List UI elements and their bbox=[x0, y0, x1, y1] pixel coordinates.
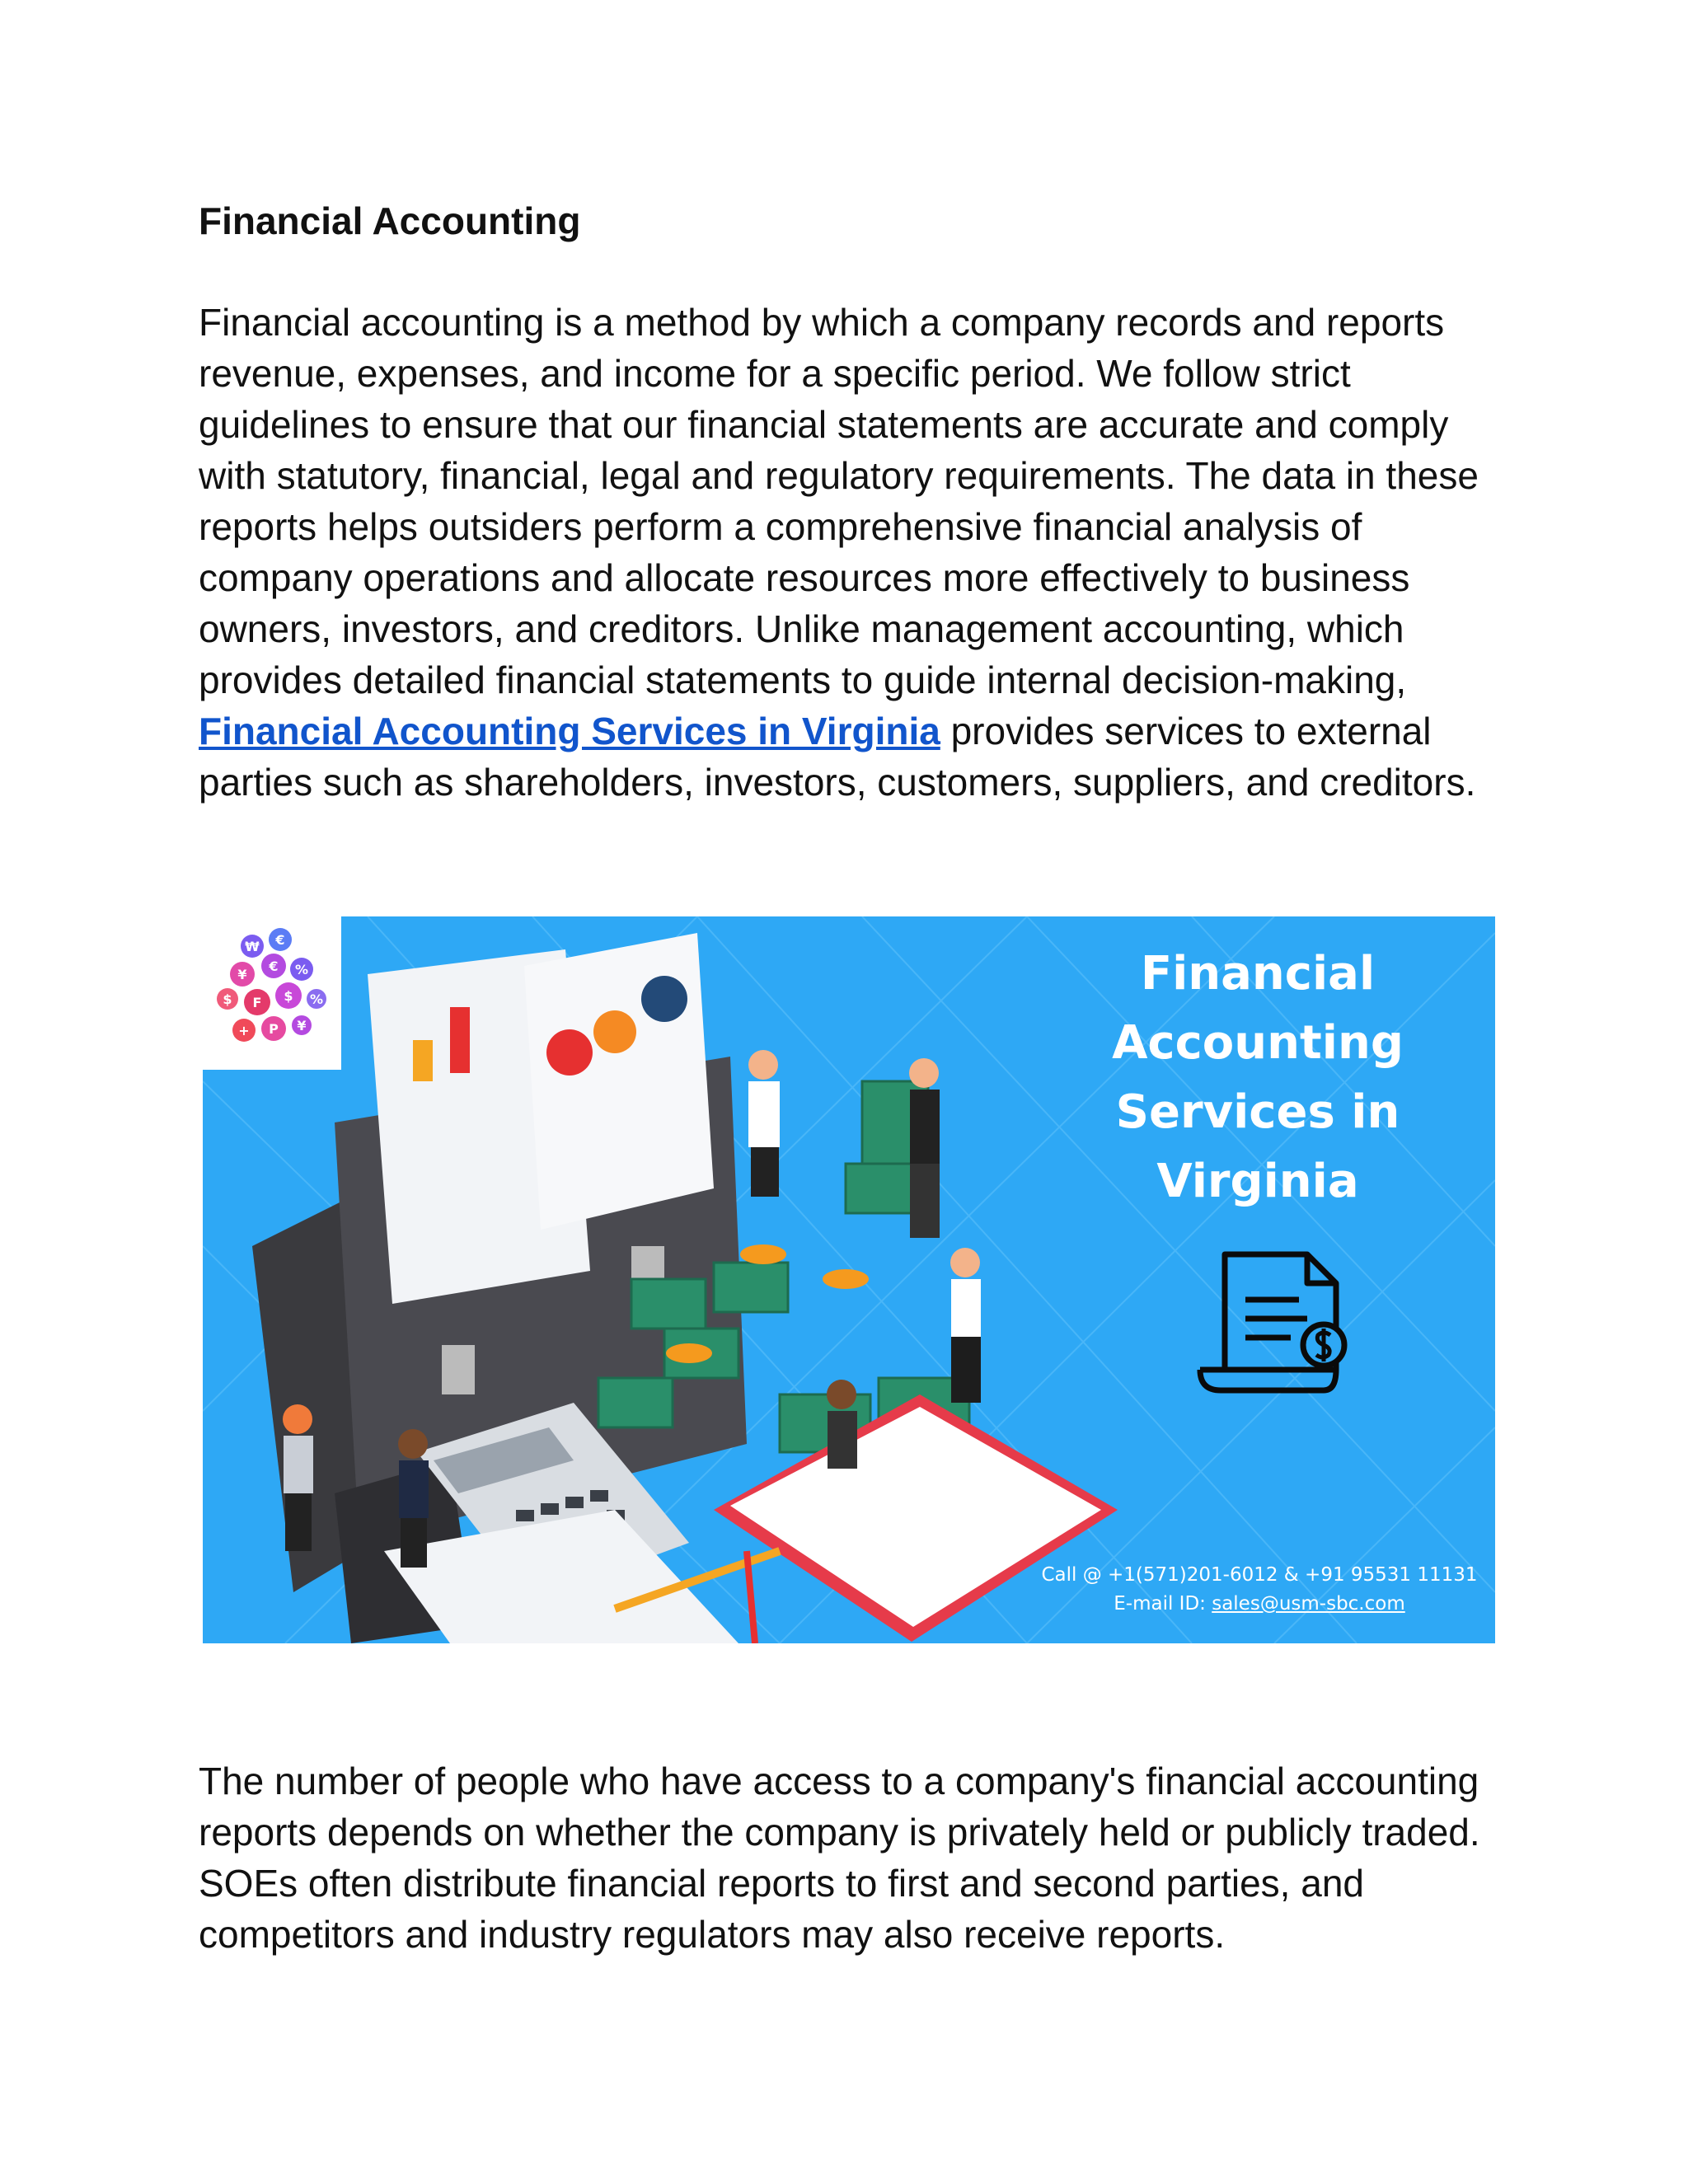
svg-text:¥: ¥ bbox=[297, 1018, 307, 1033]
page-title: Financial Accounting bbox=[199, 199, 581, 242]
svg-text:$: $ bbox=[223, 991, 232, 1007]
pencil-red bbox=[747, 1551, 755, 1643]
email-line bbox=[1029, 1590, 1490, 1619]
svg-text:₩: ₩ bbox=[245, 939, 260, 954]
svg-text:F: F bbox=[252, 995, 262, 1010]
phone-line: Call @ +1(571)201-6012 & +91 95531 11131 bbox=[1041, 1564, 1478, 1586]
virginia-services-link[interactable]: Financial Accounting Services in Virginia bbox=[199, 710, 940, 752]
contact-info bbox=[1029, 1561, 1490, 1619]
banner-title-line1: Financial Accounting bbox=[1112, 947, 1404, 1070]
email-label: E-mail ID: bbox=[1114, 1593, 1212, 1615]
svg-text:%: % bbox=[294, 962, 309, 977]
svg-text:%: % bbox=[309, 991, 324, 1007]
company-logo bbox=[203, 916, 341, 1070]
svg-text:+: + bbox=[238, 1023, 250, 1038]
svg-text:P: P bbox=[269, 1021, 279, 1037]
intro-text: Financial accounting is a method by which a company records and reports revenue, expenses, and income for a specific period. We follow strict guidelines to ensure that our financial statements are accurate and comply with statutory, financial, legal and regulatory requirements. The data in these reports helps outsiders perform a comprehensive financial analysis of company operations and allocate resources more effectively to business owners, investors, and creditors. Unlike management accounting, which provides detailed financial statements to guide internal decision-making, bbox=[199, 301, 1479, 701]
second-paragraph: The number of people who have access to a company's financial accounting reports depends on whether the company is privately held or publicly traded. SOEs often distribute financial reports to first and second parties, and competitors and industry regulators may also receive reports. bbox=[199, 1760, 1480, 1956]
intro-paragraph bbox=[199, 297, 1501, 808]
svg-text:€: € bbox=[269, 958, 279, 974]
svg-text:¥: ¥ bbox=[237, 967, 247, 982]
svg-text:$: $ bbox=[284, 988, 293, 1004]
invoice-dollar-icon bbox=[1200, 1254, 1344, 1390]
globe-currency-logo bbox=[203, 916, 341, 1070]
email-link[interactable]: sales@usm-sbc.com bbox=[1212, 1593, 1405, 1615]
svg-text:€: € bbox=[275, 932, 285, 948]
banner-title-line2: Services in Virginia bbox=[1115, 1085, 1400, 1208]
banner-image bbox=[203, 916, 1495, 1643]
intro-text-end: provides services to external parties such as shareholders, investors, customers, suppliers, and creditors. bbox=[199, 710, 1476, 804]
banner-title bbox=[1027, 940, 1489, 1216]
